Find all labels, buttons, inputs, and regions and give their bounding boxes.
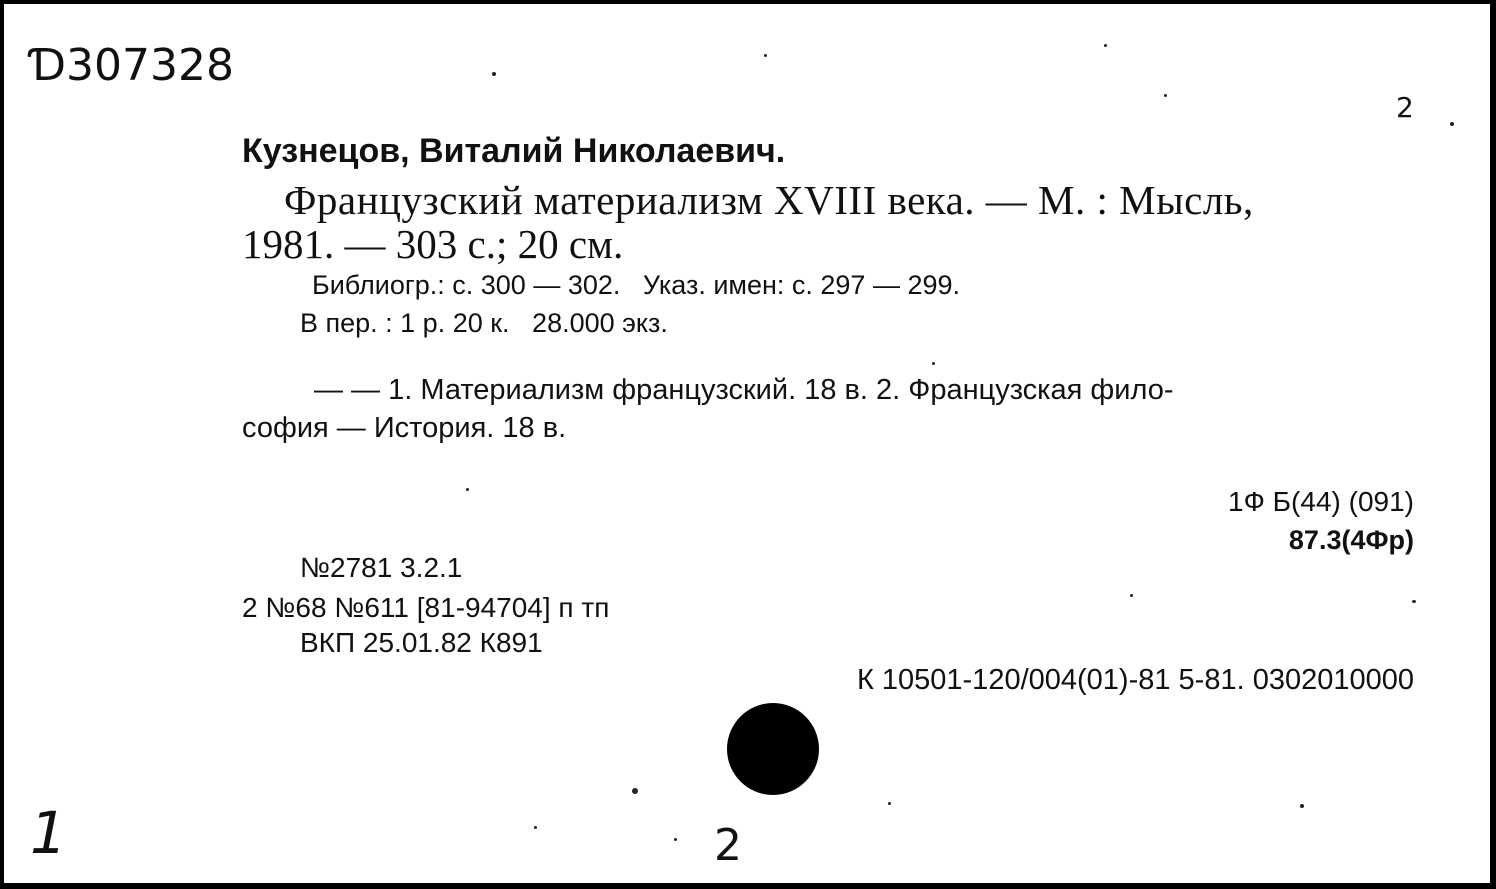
speck (1104, 44, 1107, 47)
price-note: В пер. : 1 р. 20 к. 28.000 экз. (300, 308, 668, 338)
speck (534, 826, 537, 829)
inventory-number: Ɗ307328 (30, 40, 234, 91)
subjects-line-2: софия — История. 18 в. (242, 412, 567, 444)
author-heading: Кузнецов, Виталий Николаевич. (242, 132, 786, 170)
speck (466, 488, 469, 491)
speck (764, 54, 767, 57)
title-line-2: 1981. — 303 с.; 20 см. (242, 221, 624, 267)
speck (492, 72, 496, 76)
class-code-2: 87.3(4Фр) (1288, 525, 1414, 555)
record-line-3: ВКП 25.01.82 К891 (300, 627, 543, 658)
record-number: №2781 3.2.1 (300, 552, 463, 583)
speck (1412, 600, 1416, 603)
speck (888, 802, 891, 805)
speck (632, 788, 638, 794)
speck (1300, 804, 1304, 808)
catalog-code: К 10501-120/004(01)-81 5-81. 0302010000 (856, 664, 1414, 696)
punch-hole (727, 703, 819, 795)
speck (932, 362, 935, 365)
speck (674, 838, 677, 841)
title-line-1: Французский материализм XVIII века. — М. : Мысль, (284, 177, 1254, 223)
record-line-2: 2 №68 №611 [81-94704] п тп (242, 592, 610, 623)
catalog-card (4, 4, 1490, 883)
corner-mark: 2 (1396, 91, 1414, 124)
bibliography-note: Библиогр.: с. 300 — 302. Указ. имен: с. 297 — 299. (312, 270, 960, 300)
class-code-1: 1Ф Б(44) (091) (1228, 486, 1414, 517)
subjects-line-1: — — 1. Материализм французский. 18 в. 2. Французская фило- (314, 374, 1174, 406)
speck (1164, 94, 1167, 97)
hand-mark-left: 1 (30, 799, 67, 867)
hand-mark-bottom: 2 (714, 820, 742, 871)
speck (1130, 594, 1133, 597)
speck (1450, 122, 1454, 126)
